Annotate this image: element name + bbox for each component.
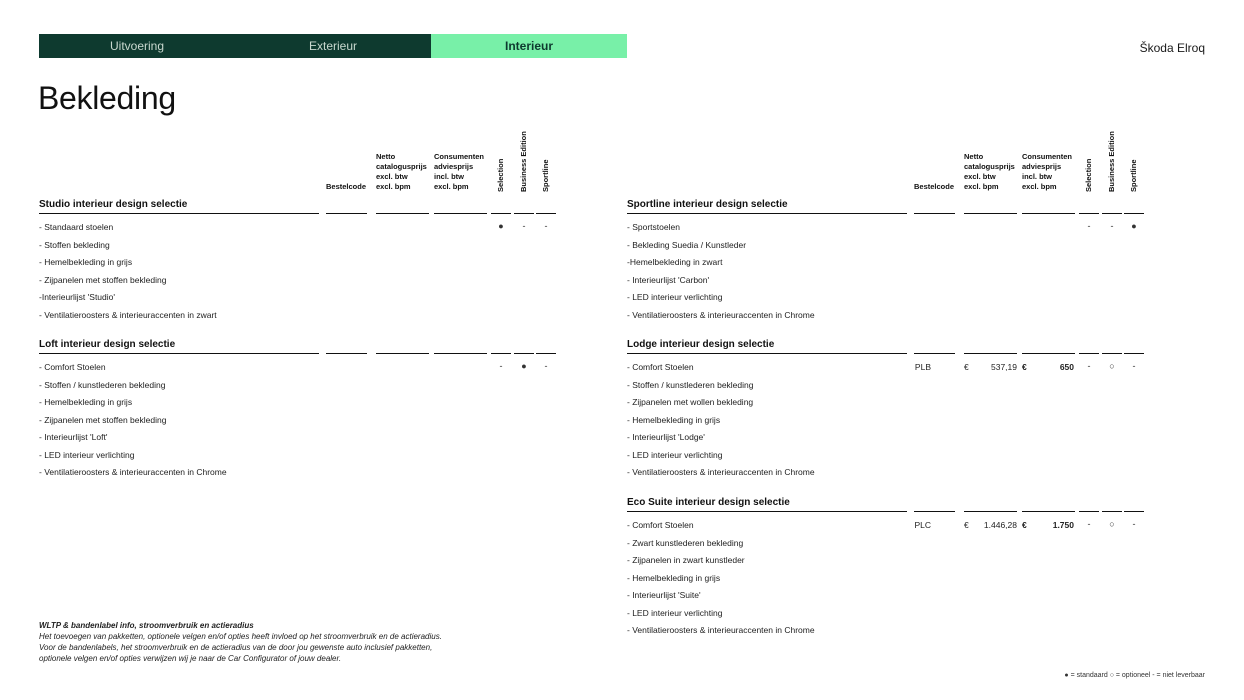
footnote xyxy=(39,620,499,664)
item-description: - Ventilatieroosters & interieuraccenten in zwart xyxy=(39,309,217,320)
header-selection xyxy=(496,130,506,192)
item-description: -Interieurlijst 'Studio' xyxy=(39,292,115,302)
header-netto-line: catalogusprijs xyxy=(376,162,427,171)
list-item xyxy=(39,254,559,272)
consumer-currency: € xyxy=(1022,362,1027,372)
item-description: - Bekleding Suedia / Kunstleder xyxy=(627,239,747,250)
column-rule xyxy=(627,511,907,512)
header-consumenten-line: adviesprijs xyxy=(1022,162,1062,171)
tab-exterieur[interactable]: Exterieur xyxy=(235,34,431,58)
header-netto-line: Netto xyxy=(376,152,396,161)
item-description: - Interieurlijst 'Suite' xyxy=(627,590,701,600)
item-description: - Zijpanelen met stoffen bekleding xyxy=(39,414,167,425)
tab-bar xyxy=(39,34,627,58)
column-rule xyxy=(434,353,487,354)
availability-sportline: - xyxy=(544,361,548,371)
section-header xyxy=(627,495,1147,517)
item-description: - LED interieur verlichting xyxy=(627,607,723,618)
list-item xyxy=(39,464,559,482)
header-netto-line: excl. bpm xyxy=(376,182,411,191)
list-item xyxy=(627,464,1147,482)
list-item xyxy=(39,359,559,377)
item-description: - Standaard stoelen xyxy=(39,222,114,232)
item-description: - Zijpanelen met stoffen bekleding xyxy=(39,274,167,285)
item-description: - Stoffen bekleding xyxy=(39,239,110,250)
availability-sportline: ● xyxy=(1131,221,1137,231)
footnote-line: Het toevoegen van pakketten, optionele velgen en/of opties heeft invloed op het stroomverbruik en de actieradius. xyxy=(39,632,442,641)
availability-sportline: - xyxy=(1132,519,1136,529)
net-price: 537,19 xyxy=(991,362,1017,372)
list-item xyxy=(627,535,1147,553)
item-description: - Ventilatieroosters & interieuraccenten in Chrome xyxy=(627,467,815,477)
page-title: Bekleding xyxy=(38,80,176,116)
section-studio xyxy=(39,197,559,324)
item-description: -Hemelbekleding in zwart xyxy=(627,257,723,267)
order-code: PLC xyxy=(914,520,931,530)
section-title: Studio interieur design selectie xyxy=(39,199,188,210)
column-rule xyxy=(536,353,556,354)
section-header xyxy=(627,197,1147,219)
item-description: - Hemelbekleding in grijs xyxy=(627,414,721,425)
item-description: - Zijpanelen met wollen bekleding xyxy=(627,397,754,407)
list-item xyxy=(627,359,1147,377)
net-currency: € xyxy=(964,362,969,372)
column-rule xyxy=(376,353,429,354)
item-description: - Hemelbekleding in grijs xyxy=(627,572,721,583)
column-rule xyxy=(1022,213,1075,214)
column-rule xyxy=(1124,511,1144,512)
list-item xyxy=(39,394,559,412)
list-item xyxy=(39,447,559,465)
column-rule xyxy=(1022,353,1075,354)
list-item xyxy=(39,429,559,447)
column-rule xyxy=(514,213,534,214)
column-rule xyxy=(627,213,907,214)
list-item xyxy=(627,605,1147,623)
item-description: - LED interieur verlichting xyxy=(39,449,135,460)
header-netto-line: excl. btw xyxy=(964,172,996,181)
section-sportline xyxy=(627,197,1147,324)
availability-selection: - xyxy=(1087,361,1091,371)
column-rule xyxy=(627,353,907,354)
column-rule xyxy=(376,213,429,214)
column-headers-right xyxy=(627,130,1147,192)
header-netto xyxy=(964,152,1015,192)
availability-selection: - xyxy=(499,361,503,371)
column-rule xyxy=(1124,353,1144,354)
header-sportline xyxy=(1129,130,1139,192)
header-consumenten-line: incl. btw xyxy=(1022,172,1052,181)
availability-selection: ● xyxy=(498,221,504,231)
item-description: - Hemelbekleding in grijs xyxy=(39,397,133,407)
availability-sportline: - xyxy=(1132,361,1136,371)
column-rule xyxy=(326,213,367,214)
column-rule xyxy=(1079,353,1099,354)
column-rule xyxy=(1102,511,1122,512)
footnote-line: optionele velgen en/of opties verwijzen wij je naar de Car Configurator of jouw dealer. xyxy=(39,654,342,663)
header-consumenten-line: Consumenten xyxy=(434,152,485,161)
column-rule xyxy=(434,213,487,214)
column-rule xyxy=(491,353,511,354)
header-netto-line: catalogusprijs xyxy=(964,162,1015,171)
list-item xyxy=(39,237,559,255)
list-item xyxy=(627,622,1147,640)
list-item xyxy=(627,237,1147,255)
column-rule xyxy=(536,213,556,214)
availability-business-edition: ○ xyxy=(1109,519,1115,529)
header-selection xyxy=(1084,130,1094,192)
header-netto xyxy=(376,152,427,192)
section-lodge xyxy=(627,337,1147,482)
net-currency: € xyxy=(964,520,969,530)
list-item xyxy=(627,377,1147,395)
item-description: - Comfort Stoelen xyxy=(39,362,106,372)
column-rule xyxy=(914,213,955,214)
item-description: - Comfort Stoelen xyxy=(627,520,694,530)
list-item xyxy=(627,447,1147,465)
item-description: - Ventilatieroosters & interieuraccenten in Chrome xyxy=(627,625,815,635)
header-consumenten-line: incl. btw xyxy=(434,172,464,181)
column-rule xyxy=(491,213,511,214)
header-bestelcode: Bestelcode xyxy=(914,182,955,191)
column-rule xyxy=(1102,353,1122,354)
header-business xyxy=(1107,130,1117,192)
column-headers-left xyxy=(39,130,559,192)
availability-sportline: - xyxy=(544,221,548,231)
header-sportline-label: Sportline xyxy=(541,159,550,192)
list-item xyxy=(39,219,559,237)
list-item xyxy=(39,412,559,430)
consumer-currency: € xyxy=(1022,520,1027,530)
header-business-label: Business Edition xyxy=(1107,131,1116,192)
list-item xyxy=(627,219,1147,237)
header-business xyxy=(519,130,529,192)
list-item xyxy=(39,272,559,290)
column-rule xyxy=(1079,511,1099,512)
availability-business-edition: - xyxy=(1110,221,1114,231)
header-selection-label: Selection xyxy=(1084,158,1093,192)
header-selection-label: Selection xyxy=(496,158,505,192)
availability-selection: - xyxy=(1087,519,1091,529)
column-rule xyxy=(326,353,367,354)
header-business-label: Business Edition xyxy=(519,131,528,192)
net-price: 1.446,28 xyxy=(983,520,1017,530)
column-rule xyxy=(39,353,319,354)
list-item xyxy=(39,377,559,395)
section-title: Eco Suite interieur design selectie xyxy=(627,497,790,508)
column-rule xyxy=(39,213,319,214)
consumer-price: 1.750 xyxy=(1052,520,1074,530)
availability-business-edition: - xyxy=(522,221,526,231)
section-header xyxy=(39,197,559,219)
column-rule xyxy=(964,213,1017,214)
item-description: - LED interieur verlichting xyxy=(627,292,723,302)
list-item xyxy=(627,570,1147,588)
item-description: - Stoffen / kunstlederen bekleding xyxy=(39,379,166,390)
header-netto-line: Netto xyxy=(964,152,984,161)
brand-name: Škoda Elroq xyxy=(1139,41,1205,55)
header-netto-line: excl. btw xyxy=(376,172,408,181)
section-title: Loft interieur design selectie xyxy=(39,339,176,350)
availability-business-edition: ● xyxy=(521,361,527,371)
item-description: - Sportstoelen xyxy=(627,222,680,232)
header-netto-line: excl. bpm xyxy=(964,182,999,191)
column-rule xyxy=(1022,511,1075,512)
list-item xyxy=(627,552,1147,570)
list-item xyxy=(39,289,559,307)
header-bestelcode: Bestelcode xyxy=(326,182,367,191)
list-item xyxy=(627,307,1147,325)
list-item xyxy=(627,412,1147,430)
order-code: PLB xyxy=(914,362,931,372)
item-description: - LED interieur verlichting xyxy=(627,449,723,460)
footnote-line: Voor de bandenlabels, het stroomverbruik en de actieradius van de door jou gewenste auto inclusief pakketten, xyxy=(39,643,433,652)
section-eco-suite xyxy=(627,495,1147,640)
column-rule xyxy=(1102,213,1122,214)
section-header xyxy=(39,337,559,359)
availability-business-edition: ○ xyxy=(1109,361,1115,371)
item-description: - Interieurlijst 'Loft' xyxy=(39,432,108,442)
header-sportline xyxy=(541,130,551,192)
section-title: Lodge interieur design selectie xyxy=(627,339,775,350)
header-consumenten-line: excl. bpm xyxy=(1022,182,1057,191)
list-item xyxy=(627,272,1147,290)
column-rule xyxy=(914,353,955,354)
list-item xyxy=(627,394,1147,412)
header-consumenten-line: Consumenten xyxy=(1022,152,1073,161)
section-loft xyxy=(39,337,559,482)
item-description: - Interieurlijst 'Lodge' xyxy=(627,432,705,442)
list-item xyxy=(627,517,1147,535)
section-header xyxy=(627,337,1147,359)
item-description: - Stoffen / kunstlederen bekleding xyxy=(627,379,754,390)
header-consumenten-line: adviesprijs xyxy=(434,162,474,171)
tab-uitvoering[interactable]: Uitvoering xyxy=(39,34,235,58)
item-description: - Ventilatieroosters & interieuraccenten in Chrome xyxy=(627,309,815,320)
list-item xyxy=(627,254,1147,272)
item-description: - Interieurlijst 'Carbon' xyxy=(627,274,710,285)
list-item xyxy=(627,429,1147,447)
availability-selection: - xyxy=(1087,221,1091,231)
column-rule xyxy=(914,511,955,512)
list-item xyxy=(39,307,559,325)
tab-interieur[interactable]: Interieur xyxy=(431,34,627,58)
header-consumenten xyxy=(434,152,484,192)
header-sportline-label: Sportline xyxy=(1129,159,1138,192)
list-item xyxy=(627,587,1147,605)
column-rule xyxy=(1124,213,1144,214)
column-rule xyxy=(514,353,534,354)
column-rule xyxy=(964,511,1017,512)
column-rule xyxy=(964,353,1017,354)
section-title: Sportline interieur design selectie xyxy=(627,199,788,210)
list-item xyxy=(627,289,1147,307)
item-description: - Ventilatieroosters & interieuraccenten in Chrome xyxy=(39,467,227,477)
header-consumenten xyxy=(1022,152,1072,192)
footnote-title: WLTP & bandenlabel info, stroomverbruik en actieradius xyxy=(39,621,254,630)
item-description: - Hemelbekleding in grijs xyxy=(39,257,133,267)
column-rule xyxy=(1079,213,1099,214)
item-description: - Zwart kunstlederen bekleding xyxy=(627,537,744,548)
header-consumenten-line: excl. bpm xyxy=(434,182,469,191)
legend: ● = standaard ○ = optioneel - = niet leverbaar xyxy=(1064,672,1205,679)
consumer-price: 650 xyxy=(1059,362,1074,372)
item-description: - Comfort Stoelen xyxy=(627,362,694,372)
item-description: - Zijpanelen in zwart kunstleder xyxy=(627,555,745,565)
